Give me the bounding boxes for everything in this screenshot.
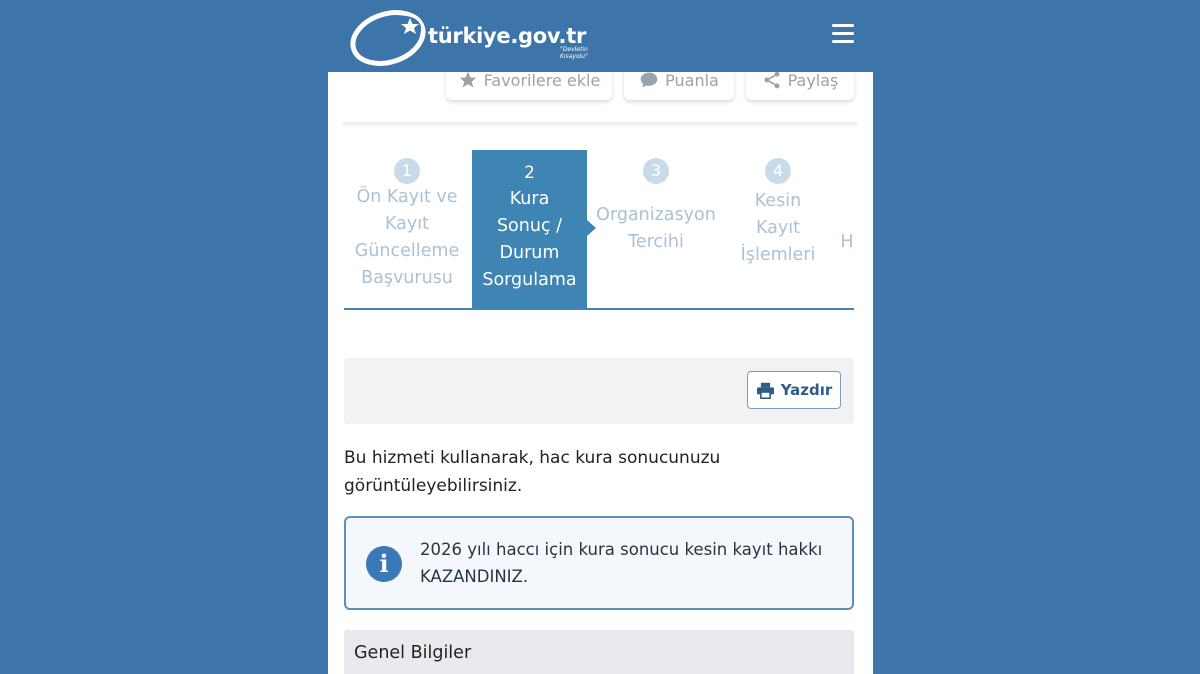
- step-label-line: H: [840, 232, 854, 252]
- step-number: 3: [643, 158, 669, 184]
- crescent-star-logo-icon: [350, 4, 430, 68]
- description-line: görüntüleyebilirsiniz.: [344, 476, 523, 496]
- speech-bubble-icon: [639, 72, 659, 90]
- step-1[interactable]: [344, 150, 470, 292]
- step-label-line: Kayıt: [385, 214, 429, 234]
- service-panel: [328, 72, 873, 674]
- general-info-section-header[interactable]: Genel Bilgiler: [344, 630, 854, 674]
- step-label-line: Durum: [499, 243, 560, 263]
- share-icon: [762, 72, 782, 90]
- steps-underline: [344, 308, 854, 310]
- result-message: [420, 536, 840, 590]
- step-4[interactable]: [730, 150, 826, 269]
- step-label-line: Organizasyon: [596, 205, 716, 225]
- result-line: KAZANDINIZ.: [420, 567, 529, 586]
- print-button[interactable]: [747, 371, 841, 409]
- printer-icon: [756, 382, 775, 399]
- step-label-line: Ön Kayıt ve: [356, 187, 458, 207]
- print-label: Yazdır: [780, 381, 833, 399]
- step-label-line: Kayıt: [756, 218, 800, 238]
- result-line: 2026 yılı haccı için kura sonucu kesin kayıt hakkı: [420, 540, 823, 559]
- step-label-line: Sorgulama: [482, 270, 577, 290]
- step-label-line: İşlemleri: [740, 245, 816, 265]
- step-label-line: Sonuç /: [496, 216, 563, 236]
- step-label-line: Kura: [509, 189, 550, 209]
- step-number: 1: [394, 158, 420, 184]
- step-number: 2: [524, 163, 535, 183]
- step-number: 4: [765, 158, 791, 184]
- step-3[interactable]: [596, 150, 716, 256]
- logo-tagline: "Devletin Kısayolu": [560, 46, 588, 60]
- step-label-line: Başvurusu: [361, 268, 453, 288]
- step-navigation: [344, 150, 854, 310]
- step-label-line: Güncelleme: [354, 241, 460, 261]
- rate-label: Puanla: [665, 72, 719, 90]
- favorite-label: Favorilere ekle: [483, 72, 601, 90]
- step-label-line: Kesin: [754, 191, 802, 211]
- description-line: Bu hizmeti kullanarak, hac kura sonucunuzu: [344, 448, 721, 468]
- share-label: Paylaş: [787, 72, 839, 90]
- rate-button[interactable]: [624, 72, 734, 100]
- info-icon: i: [366, 546, 402, 582]
- share-button[interactable]: [746, 72, 854, 100]
- favorite-button[interactable]: [446, 72, 612, 100]
- divider: [342, 116, 858, 122]
- step-label-line: Tercihi: [628, 232, 684, 252]
- active-step-arrow: [587, 220, 596, 236]
- result-info-box: [344, 516, 854, 610]
- hamburger-menu-icon[interactable]: [832, 24, 854, 44]
- site-header: [328, 0, 873, 72]
- print-toolbar: [344, 358, 854, 424]
- logo-text: türkiye.gov.tr: [428, 24, 587, 48]
- step-2-active[interactable]: [472, 150, 587, 308]
- action-bar: [328, 72, 873, 112]
- star-icon: [458, 72, 478, 90]
- turkiye-gov-logo[interactable]: [350, 4, 610, 68]
- step-5-partial[interactable]: [840, 150, 854, 256]
- service-description: [344, 444, 824, 500]
